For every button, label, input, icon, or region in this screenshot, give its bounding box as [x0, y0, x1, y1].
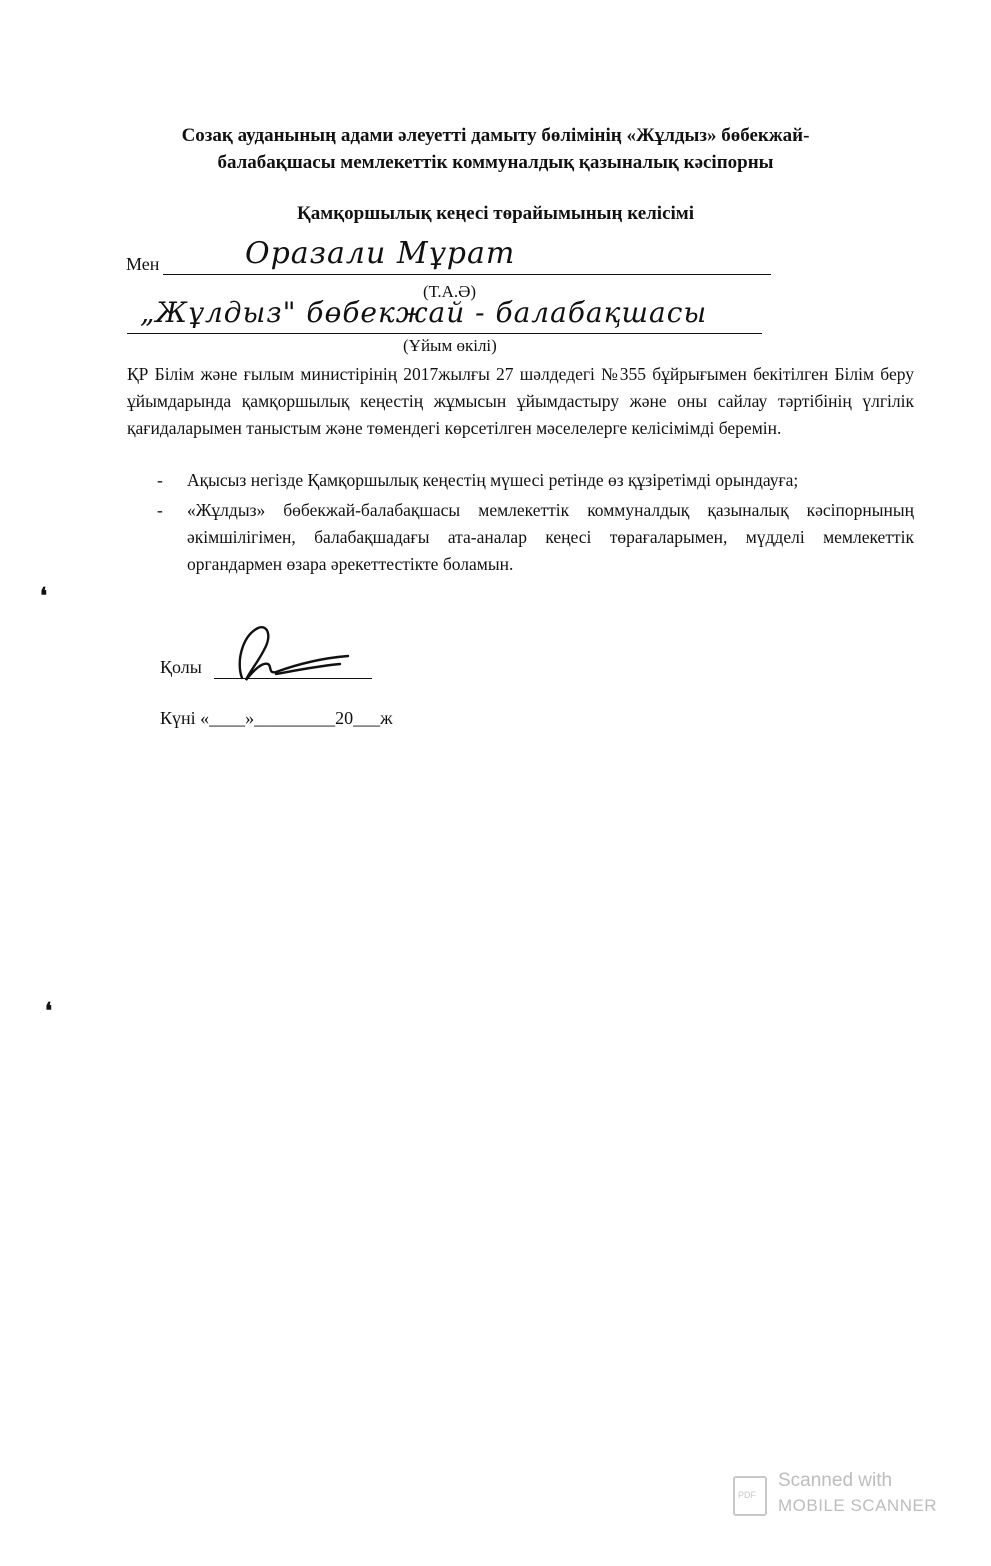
handwritten-signature	[228, 622, 358, 684]
consent-paragraph: ҚР Білім және ғылым министірінің 2017жылғы 27 шәлдедегі №355 бұйрығымен бекітілген Білім беру ұйымдарында қамқоршылық кеңестің жұмысын ұйымдастыру және оны сайлау тәртібінің үлгілік қағидаларымен таныстым және төмендегі көрсетілген мәселелерге келісімімді беремін.	[127, 364, 914, 438]
watermark-line-1: Scanned with	[778, 1470, 893, 1491]
header-line-2: балабақшасы мемлекеттік коммуналдық қазыналық кәсіпорны	[217, 152, 774, 173]
date-field: Күні «____»_________20___ж	[160, 708, 393, 728]
document-subtitle: Қамқоршылық кеңесі төрайымының келісімі	[297, 203, 694, 224]
scanner-watermark	[733, 1470, 963, 1520]
name-underline	[163, 274, 771, 275]
header-line-1: Созақ ауданының адами әлеуетті дамыту бөлімінің «Жұлдыз» бөбекжай-	[181, 125, 810, 146]
signature-label: Қолы	[160, 657, 202, 677]
org-underline	[127, 333, 762, 334]
bullet-text: Ақысыз негізде Қамқоршылық кеңестің мүшесі ретінде өз құзіретімді орындауға;	[187, 470, 799, 490]
scan-mark: ❛	[45, 998, 53, 1023]
pdf-file-icon: PDF	[733, 1476, 767, 1516]
scan-mark: ❛	[40, 583, 48, 608]
handwritten-name: Оразали Мұрат	[245, 236, 516, 271]
handwritten-organisation: „Жұлдыз" бөбекжай - балабақшасы	[140, 296, 708, 329]
bullet-dash: -	[157, 470, 163, 490]
men-label: Мен	[126, 254, 160, 274]
org-caption: (Ұйым өкілі)	[403, 336, 497, 355]
bullet-text: «Жұлдыз» бөбекжай-балабақшасы мемлекеттік коммуналдық қазыналық кәсіпорнының әкімшілігімен, балабақшадағы ата-аналар кеңесі төрағаларымен, мүдделі мемлекеттік органдармен өзара әрекеттестікте боламын.	[187, 500, 914, 574]
bullet-dash: -	[157, 500, 163, 520]
name-caption: (Т.А.Ә)	[423, 282, 477, 301]
watermark-line-2: MOBILE SCANNER	[778, 1496, 938, 1515]
